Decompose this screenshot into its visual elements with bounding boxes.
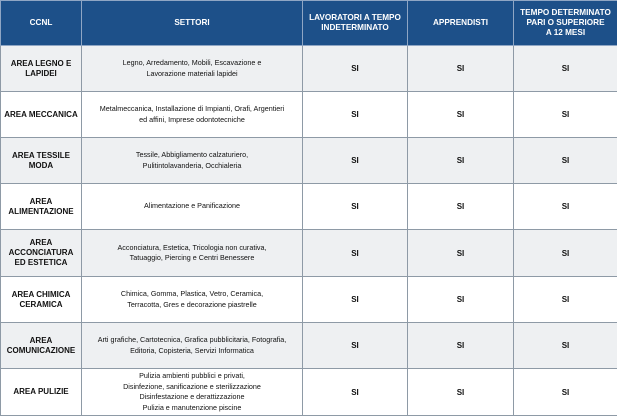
settori-line: Terracotta, Gres e decorazione piastrelle (85, 300, 299, 311)
settori-line: Pulizia ambienti pubblici e privati, (85, 371, 299, 382)
area-line: CERAMICA (4, 300, 78, 310)
area-cell (1, 92, 82, 138)
lavoratori-cell: SI (303, 184, 408, 230)
settori-line: Acconciatura, Estetica, Tricologia non curativa, (85, 243, 299, 254)
area-line: ACCONCIATURA (4, 248, 78, 258)
lavoratori-cell: SI (303, 46, 408, 92)
header-tempo-determinato (514, 1, 617, 46)
area-line: AREA (4, 197, 78, 207)
settori-cell (82, 277, 303, 323)
table-row (1, 369, 617, 416)
settori-line: Legno, Arredamento, Mobili, Escavazione e (85, 58, 299, 69)
settori-line: Metalmeccanica, Installazione di Impianti, Orafi, Argentieri (85, 104, 299, 115)
area-line: AREA TESSILE (4, 151, 78, 161)
header-tempo-determinato-line: A 12 MESI (517, 28, 614, 38)
tempo-determinato-cell: SI (514, 369, 617, 416)
tempo-determinato-cell: SI (514, 46, 617, 92)
apprendisti-cell: SI (408, 92, 514, 138)
table-row (1, 138, 617, 184)
table-row (1, 92, 617, 138)
area-cell (1, 184, 82, 230)
settori-cell (82, 138, 303, 184)
tempo-determinato-cell: SI (514, 323, 617, 369)
lavoratori-cell: SI (303, 277, 408, 323)
settori-cell (82, 184, 303, 230)
area-line: AREA CHIMICA (4, 290, 78, 300)
apprendisti-cell: SI (408, 369, 514, 416)
area-line: AREA LEGNO E (4, 59, 78, 69)
settori-cell (82, 46, 303, 92)
settori-line: Alimentazione e Panificazione (85, 201, 299, 212)
tempo-determinato-cell: SI (514, 92, 617, 138)
settori-line: Tessile, Abbigliamento calzaturiero, (85, 150, 299, 161)
settori-line: Disinfestazione e derattizzazione (85, 392, 299, 403)
area-line: AREA MECCANICA (4, 110, 78, 120)
area-line: MODA (4, 161, 78, 171)
lavoratori-cell: SI (303, 323, 408, 369)
header-ccnl: CCNL (1, 1, 82, 46)
area-cell (1, 323, 82, 369)
header-lavoratori-line: INDETERMINATO (306, 23, 404, 33)
tempo-determinato-cell: SI (514, 184, 617, 230)
settori-line: Disinfezione, sanificazione e sterilizzazione (85, 382, 299, 393)
settori-line: Editoria, Copisteria, Servizi Informatica (85, 346, 299, 357)
settori-line: ed affini, Imprese odontotecniche (85, 115, 299, 126)
table-row (1, 230, 617, 277)
area-line: AREA (4, 238, 78, 248)
area-cell (1, 277, 82, 323)
header-tempo-determinato-line: TEMPO DETERMINATO (517, 8, 614, 18)
area-cell (1, 138, 82, 184)
apprendisti-cell: SI (408, 230, 514, 277)
tempo-determinato-cell: SI (514, 230, 617, 277)
table-row (1, 184, 617, 230)
lavoratori-cell: SI (303, 230, 408, 277)
area-line: LAPIDEI (4, 69, 78, 79)
settori-cell (82, 230, 303, 277)
table-header-row (1, 1, 617, 46)
table-row (1, 277, 617, 323)
apprendisti-cell: SI (408, 138, 514, 184)
apprendisti-cell: SI (408, 184, 514, 230)
settori-line: Chimica, Gomma, Plastica, Vetro, Ceramica, (85, 289, 299, 300)
settori-cell (82, 369, 303, 416)
area-cell (1, 369, 82, 416)
table-body (1, 46, 617, 416)
table-row (1, 46, 617, 92)
area-line: AREA (4, 336, 78, 346)
header-apprendisti: APPRENDISTI (408, 1, 514, 46)
header-settori: SETTORI (82, 1, 303, 46)
header-lavoratori-line: LAVORATORI A TEMPO (306, 13, 404, 23)
header-tempo-determinato-line: PARI O SUPERIORE (517, 18, 614, 28)
lavoratori-cell: SI (303, 138, 408, 184)
tempo-determinato-cell: SI (514, 138, 617, 184)
table-row (1, 323, 617, 369)
area-cell (1, 230, 82, 277)
settori-cell (82, 323, 303, 369)
lavoratori-cell: SI (303, 92, 408, 138)
settori-line: Lavorazione materiali lapidei (85, 69, 299, 80)
tempo-determinato-cell: SI (514, 277, 617, 323)
lavoratori-cell: SI (303, 369, 408, 416)
area-line: ALIMENTAZIONE (4, 207, 78, 217)
area-line: ED ESTETICA (4, 258, 78, 268)
settori-line: Pulizia e manutenzione piscine (85, 403, 299, 414)
settori-cell (82, 92, 303, 138)
settori-line: Arti grafiche, Cartotecnica, Grafica pubblicitaria, Fotografia, (85, 335, 299, 346)
area-line: AREA PULIZIE (4, 387, 78, 397)
area-line: COMUNICAZIONE (4, 346, 78, 356)
apprendisti-cell: SI (408, 323, 514, 369)
apprendisti-cell: SI (408, 46, 514, 92)
settori-line: Tatuaggio, Piercing e Centri Benessere (85, 253, 299, 264)
apprendisti-cell: SI (408, 277, 514, 323)
area-cell (1, 46, 82, 92)
header-lavoratori-tempo-indeterminato (303, 1, 408, 46)
settori-line: Pulitintolavanderia, Occhialeria (85, 161, 299, 172)
